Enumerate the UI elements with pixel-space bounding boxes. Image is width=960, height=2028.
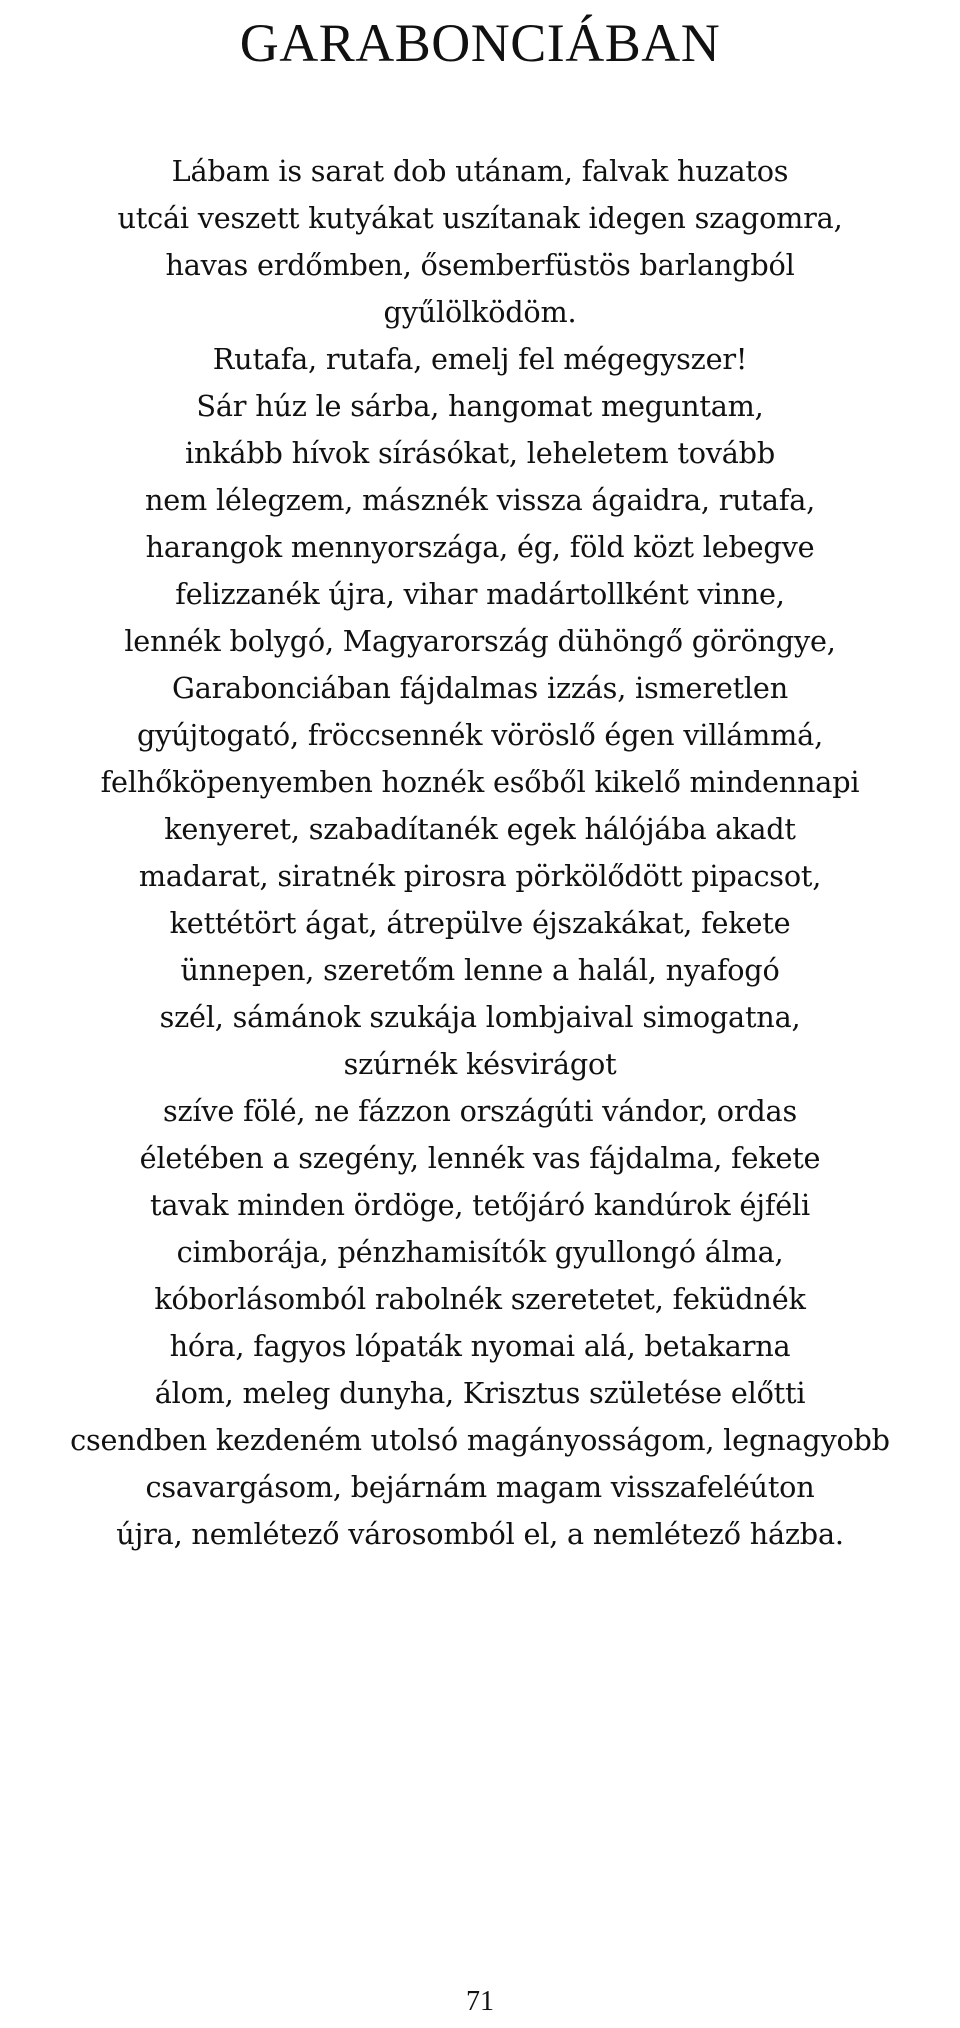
poem-line: gyújtogató, fröccsennék vöröslő égen villámmá,: [136, 718, 824, 752]
poem-line: kenyeret, szabadítanék egek hálójába akadt: [164, 812, 796, 846]
poem-line: Rutafa, rutafa, emelj fel mégegyszer!: [212, 342, 748, 376]
poem-line: szél, sámánok szukája lombjaival simogatna,: [159, 1000, 801, 1034]
poem-line: nem lélegzem, másznék vissza ágaidra, rutafa,: [144, 483, 816, 517]
poem-line: hóra, fagyos lópaták nyomai alá, betakarna: [169, 1329, 791, 1363]
poem-line: felhőköpenyemben hoznék esőből kikelő mindennapi: [100, 765, 860, 799]
poem-line: kóborlásomból rabolnék szeretetet, feküdnék: [154, 1282, 806, 1316]
page-number: 71: [466, 1986, 494, 2017]
poem-line: életében a szegény, lennék vas fájdalma, fekete: [139, 1141, 821, 1175]
poem-line: lennék bolygó, Magyarország dühöngő göröngye,: [124, 624, 836, 658]
poem-line: tavak minden ördöge, tetőjáró kandúrok éjféli: [150, 1188, 810, 1222]
poem-line: újra, nemlétező városomból el, a nemlétező házba.: [116, 1517, 844, 1551]
poem-line: szíve fölé, ne fázzon országúti vándor, ordas: [163, 1094, 797, 1128]
poem-line: gyűlölködöm.: [383, 295, 577, 329]
poem-line: kettétört ágat, átrepülve éjszakákat, fekete: [169, 906, 791, 940]
poem-line: havas erdőmben, ősemberfüstös barlangból: [165, 248, 795, 282]
poem-line: Sár húz le sárba, hangomat meguntam,: [196, 389, 764, 423]
poem-line: csendben kezdeném utolsó magányosságom, legnagyobb: [70, 1423, 890, 1457]
poem-line: szúrnék késvirágot: [343, 1047, 617, 1081]
poem-body: [0, 148, 960, 1558]
poem-line: utcái veszett kutyákat uszítanak idegen szagomra,: [117, 201, 843, 235]
poem-line: madarat, siratnék pirosra pörkölődött pipacsot,: [138, 859, 822, 893]
poem-line: felizzanék újra, vihar madártollként vinne,: [175, 577, 785, 611]
poem-line: Garabonciában fájdalmas izzás, ismeretlen: [172, 671, 788, 705]
page-title: GARABONCIÁBAN: [239, 13, 721, 73]
poem-line: ünnepen, szeretőm lenne a halál, nyafogó: [180, 953, 780, 987]
poem-line: harangok mennyországa, ég, föld közt lebegve: [145, 530, 815, 564]
poem-line: Lábam is sarat dob utánam, falvak huzatos: [171, 154, 789, 188]
poem-line: inkább hívok sírásókat, leheletem tovább: [185, 436, 775, 470]
poem-line: álom, meleg dunyha, Krisztus születése előtti: [154, 1376, 806, 1410]
poem-line: csavargásom, bejárnám magam visszafeléúton: [145, 1470, 815, 1504]
poem-line: cimborája, pénzhamisítók gyullongó álma,: [176, 1235, 784, 1269]
